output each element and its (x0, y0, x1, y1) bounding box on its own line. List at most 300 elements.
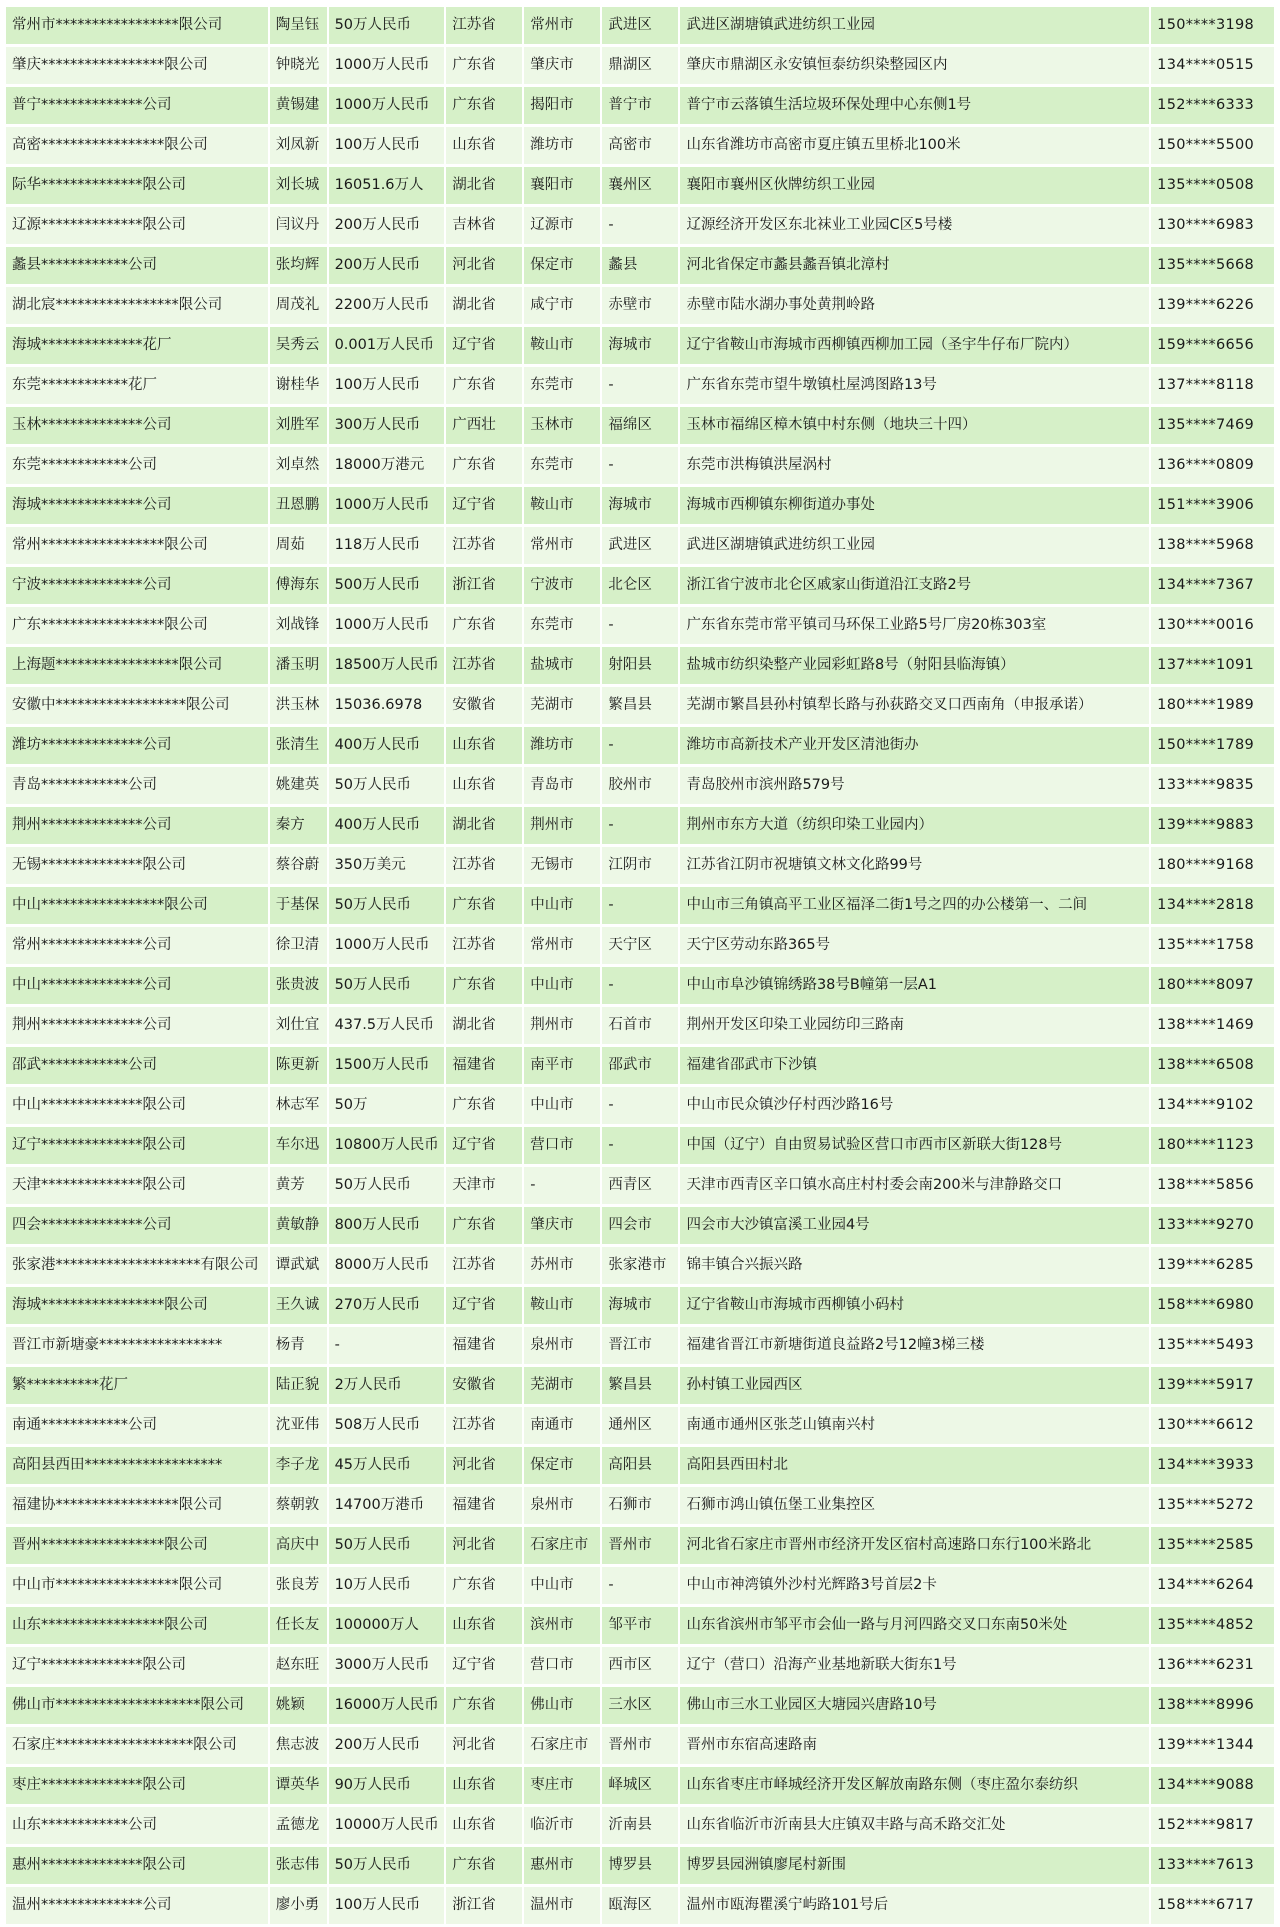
registered-capital-cell: 270万人民币 (329, 1287, 445, 1324)
district-cell: 瓯海区 (602, 1887, 678, 1924)
province-cell: 河北省 (446, 247, 522, 284)
province-cell: 吉林省 (446, 207, 522, 244)
table-row[interactable] (6, 1607, 1274, 1644)
address-cell: 襄阳市襄州区伙牌纺织工业园 (680, 167, 1149, 204)
district-cell: 晋州市 (602, 1727, 678, 1764)
registered-capital-cell: 100万人民币 (329, 127, 445, 164)
district-cell: 江阴市 (602, 847, 678, 884)
city-cell: 芜湖市 (524, 1367, 600, 1404)
legal-rep-cell: 姚建英 (270, 767, 327, 804)
registered-capital-cell: 500万人民币 (329, 567, 445, 604)
company-name-cell: 邵武************公司 (6, 1047, 268, 1084)
address-cell: 玉林市福绵区樟木镇中村东侧（地块三十四） (680, 407, 1149, 444)
district-cell: - (602, 447, 678, 484)
city-cell: 襄阳市 (524, 167, 600, 204)
phone-cell: 135****5493 (1151, 1327, 1274, 1364)
province-cell: 浙江省 (446, 567, 522, 604)
province-cell: 广东省 (446, 47, 522, 84)
city-cell: 芜湖市 (524, 687, 600, 724)
legal-rep-cell: 钟晓光 (270, 47, 327, 84)
table-row[interactable] (6, 1887, 1274, 1924)
province-cell: 河北省 (446, 1447, 522, 1484)
phone-cell: 139****5917 (1151, 1367, 1274, 1404)
legal-rep-cell: 陆正貌 (270, 1367, 327, 1404)
legal-rep-cell: 闫议丹 (270, 207, 327, 244)
address-cell: 辽宁省鞍山市海城市西柳镇西柳加工园（圣宇牛仔布厂院内） (680, 327, 1149, 364)
legal-rep-cell: 吴秀云 (270, 327, 327, 364)
district-cell: - (602, 1127, 678, 1164)
company-name-cell: 山东*****************限公司 (6, 1607, 268, 1644)
table-row[interactable] (6, 127, 1274, 164)
company-name-cell: 张家港********************有限公司 (6, 1247, 268, 1284)
province-cell: 江苏省 (446, 527, 522, 564)
district-cell: 赤壁市 (602, 287, 678, 324)
company-name-cell: 常州市*****************限公司 (6, 7, 268, 44)
city-cell: 临沂市 (524, 1807, 600, 1844)
phone-cell: 180****8097 (1151, 967, 1274, 1004)
phone-cell: 133****9270 (1151, 1207, 1274, 1244)
registered-capital-cell: 1500万人民币 (329, 1047, 445, 1084)
table-row[interactable] (6, 167, 1274, 204)
company-name-cell: 中山**************公司 (6, 967, 268, 1004)
legal-rep-cell: 丑恩鹏 (270, 487, 327, 524)
address-cell: 博罗县园洲镇廖尾村新围 (680, 1847, 1149, 1884)
table-row[interactable] (6, 87, 1274, 124)
registered-capital-cell: 18000万港元 (329, 447, 445, 484)
city-cell: 东莞市 (524, 607, 600, 644)
province-cell: 安徽省 (446, 1367, 522, 1404)
address-cell: 孙村镇工业园西区 (680, 1367, 1149, 1404)
district-cell: 福绵区 (602, 407, 678, 444)
table-row[interactable] (6, 1847, 1274, 1884)
phone-cell: 134****9088 (1151, 1767, 1274, 1804)
company-table-container (4, 4, 1276, 1927)
district-cell: 西市区 (602, 1647, 678, 1684)
registered-capital-cell: 50万 (329, 1087, 445, 1124)
registered-capital-cell: 400万人民币 (329, 727, 445, 764)
province-cell: 河北省 (446, 1727, 522, 1764)
phone-cell: 133****9835 (1151, 767, 1274, 804)
table-row[interactable] (6, 1527, 1274, 1564)
registered-capital-cell: 8000万人民币 (329, 1247, 445, 1284)
phone-cell: 133****7613 (1151, 1847, 1274, 1884)
district-cell: 邵武市 (602, 1047, 678, 1084)
table-row[interactable] (6, 1207, 1274, 1244)
address-cell: 山东省滨州市邹平市会仙一路与月河四路交叉口东南50米处 (680, 1607, 1149, 1644)
district-cell: 高密市 (602, 127, 678, 164)
district-cell: - (602, 1087, 678, 1124)
district-cell: 西青区 (602, 1167, 678, 1204)
registered-capital-cell: 118万人民币 (329, 527, 445, 564)
table-row[interactable] (6, 367, 1274, 404)
address-cell: 江苏省江阴市祝塘镇文林文化路99号 (680, 847, 1149, 884)
district-cell: - (602, 727, 678, 764)
registered-capital-cell: 90万人民币 (329, 1767, 445, 1804)
phone-cell: 136****0809 (1151, 447, 1274, 484)
address-cell: 辽源经济开发区东北袜业工业园C区5号楼 (680, 207, 1149, 244)
registered-capital-cell: 14700万港币 (329, 1487, 445, 1524)
registered-capital-cell: 10800万人民币 (329, 1127, 445, 1164)
district-cell: 三水区 (602, 1687, 678, 1724)
company-name-cell: 温州**************公司 (6, 1887, 268, 1924)
address-cell: 温州市瓯海瞿溪宁屿路101号后 (680, 1887, 1149, 1924)
phone-cell: 135****2585 (1151, 1527, 1274, 1564)
city-cell: 营口市 (524, 1647, 600, 1684)
address-cell: 福建省邵武市下沙镇 (680, 1047, 1149, 1084)
table-row[interactable] (6, 1687, 1274, 1724)
company-name-cell: 肇庆*****************限公司 (6, 47, 268, 84)
province-cell: 广东省 (446, 967, 522, 1004)
registered-capital-cell: 16000万人民币 (329, 1687, 445, 1724)
address-cell: 荆州市东方大道（纺织印染工业园内） (680, 807, 1149, 844)
city-cell: 盐城市 (524, 647, 600, 684)
table-row[interactable] (6, 207, 1274, 244)
table-row[interactable] (6, 527, 1274, 564)
table-row[interactable] (6, 1047, 1274, 1084)
legal-rep-cell: 刘卓然 (270, 447, 327, 484)
table-row[interactable] (6, 1287, 1274, 1324)
province-cell: 山东省 (446, 1767, 522, 1804)
registered-capital-cell: 800万人民币 (329, 1207, 445, 1244)
table-row[interactable] (6, 327, 1274, 364)
table-row[interactable] (6, 1087, 1274, 1124)
phone-cell: 158****6980 (1151, 1287, 1274, 1324)
address-cell: 普宁市云落镇生活垃圾环保处理中心东侧1号 (680, 87, 1149, 124)
phone-cell: 139****6285 (1151, 1247, 1274, 1284)
table-row[interactable] (6, 1367, 1274, 1404)
table-row[interactable] (6, 47, 1274, 84)
address-cell: 天宁区劳动东路365号 (680, 927, 1149, 964)
registered-capital-cell: 50万人民币 (329, 1847, 445, 1884)
registered-capital-cell: 300万人民币 (329, 407, 445, 444)
district-cell: 海城市 (602, 1287, 678, 1324)
province-cell: 广西壮 (446, 407, 522, 444)
district-cell: 北仑区 (602, 567, 678, 604)
address-cell: 天津市西青区辛口镇水高庄村村委会南200米与津静路交口 (680, 1167, 1149, 1204)
district-cell: 博罗县 (602, 1847, 678, 1884)
city-cell: 潍坊市 (524, 727, 600, 764)
table-row[interactable] (6, 1487, 1274, 1524)
district-cell: 晋州市 (602, 1527, 678, 1564)
address-cell: 河北省石家庄市晋州市经济开发区宿村高速路口东行100米路北 (680, 1527, 1149, 1564)
address-cell: 南通市通州区张芝山镇南兴村 (680, 1407, 1149, 1444)
phone-cell: 135****7469 (1151, 407, 1274, 444)
legal-rep-cell: 黄锡建 (270, 87, 327, 124)
table-row[interactable] (6, 407, 1274, 444)
province-cell: 辽宁省 (446, 1647, 522, 1684)
province-cell: 山东省 (446, 767, 522, 804)
city-cell: 保定市 (524, 1447, 600, 1484)
registered-capital-cell: 1000万人民币 (329, 87, 445, 124)
company-name-cell: 海城**************公司 (6, 487, 268, 524)
district-cell: 襄州区 (602, 167, 678, 204)
company-name-cell: 山东************公司 (6, 1807, 268, 1844)
table-row[interactable] (6, 807, 1274, 844)
phone-cell: 130****0016 (1151, 607, 1274, 644)
company-name-cell: 荆州**************公司 (6, 807, 268, 844)
company-name-cell: 潍坊**************公司 (6, 727, 268, 764)
district-cell: 张家港市 (602, 1247, 678, 1284)
province-cell: 湖北省 (446, 1007, 522, 1044)
province-cell: 广东省 (446, 1687, 522, 1724)
phone-cell: 159****6656 (1151, 327, 1274, 364)
legal-rep-cell: 沈亚伟 (270, 1407, 327, 1444)
company-table (4, 4, 1276, 1927)
address-cell: 广东省东莞市常平镇司马环保工业路5号厂房20栋303室 (680, 607, 1149, 644)
city-cell: 辽源市 (524, 207, 600, 244)
district-cell: 石首市 (602, 1007, 678, 1044)
table-row[interactable] (6, 727, 1274, 764)
province-cell: 江苏省 (446, 1247, 522, 1284)
company-name-cell: 中山**************限公司 (6, 1087, 268, 1124)
city-cell: 玉林市 (524, 407, 600, 444)
city-cell: 无锡市 (524, 847, 600, 884)
registered-capital-cell: 437.5万人民币 (329, 1007, 445, 1044)
district-cell: 峄城区 (602, 1767, 678, 1804)
registered-capital-cell: 1000万人民币 (329, 487, 445, 524)
registered-capital-cell: - (329, 1327, 445, 1364)
company-name-cell: 枣庄**************限公司 (6, 1767, 268, 1804)
company-name-cell: 常州**************公司 (6, 927, 268, 964)
address-cell: 广东省东莞市望牛墩镇杜屋鸿图路13号 (680, 367, 1149, 404)
address-cell: 盐城市纺织染整产业园彩虹路8号（射阳县临海镇） (680, 647, 1149, 684)
registered-capital-cell: 200万人民币 (329, 247, 445, 284)
city-cell: 苏州市 (524, 1247, 600, 1284)
legal-rep-cell: 周茹 (270, 527, 327, 564)
table-row[interactable] (6, 1727, 1274, 1764)
table-row[interactable] (6, 607, 1274, 644)
registered-capital-cell: 50万人民币 (329, 887, 445, 924)
district-cell: 高阳县 (602, 1447, 678, 1484)
legal-rep-cell: 刘战锋 (270, 607, 327, 644)
city-cell: 南通市 (524, 1407, 600, 1444)
address-cell: 山东省临沂市沂南县大庄镇双丰路与高禾路交汇处 (680, 1807, 1149, 1844)
company-name-cell: 石家庄*******************限公司 (6, 1727, 268, 1764)
address-cell: 锦丰镇合兴振兴路 (680, 1247, 1149, 1284)
province-cell: 广东省 (446, 1207, 522, 1244)
legal-rep-cell: 谭英华 (270, 1767, 327, 1804)
city-cell: 温州市 (524, 1887, 600, 1924)
district-cell: 天宁区 (602, 927, 678, 964)
registered-capital-cell: 200万人民币 (329, 207, 445, 244)
company-name-cell: 中山*****************限公司 (6, 887, 268, 924)
address-cell: 辽宁省鞍山市海城市西柳镇小码村 (680, 1287, 1149, 1324)
registered-capital-cell: 1000万人民币 (329, 927, 445, 964)
district-cell: 繁昌县 (602, 1367, 678, 1404)
legal-rep-cell: 任长友 (270, 1607, 327, 1644)
district-cell: - (602, 367, 678, 404)
table-row[interactable] (6, 247, 1274, 284)
legal-rep-cell: 徐卫清 (270, 927, 327, 964)
table-row[interactable] (6, 287, 1274, 324)
address-cell: 赤壁市陆水湖办事处黄荆岭路 (680, 287, 1149, 324)
company-name-cell: 安徽中******************限公司 (6, 687, 268, 724)
district-cell: 武进区 (602, 527, 678, 564)
address-cell: 中山市阜沙镇锦绣路38号B幢第一层A1 (680, 967, 1149, 1004)
company-name-cell: 高阳县西田******************* (6, 1447, 268, 1484)
table-row[interactable] (6, 1447, 1274, 1484)
legal-rep-cell: 傅海东 (270, 567, 327, 604)
address-cell: 四会市大沙镇富溪工业园4号 (680, 1207, 1149, 1244)
address-cell: 石狮市鸿山镇伍堡工业集控区 (680, 1487, 1149, 1524)
district-cell: 四会市 (602, 1207, 678, 1244)
phone-cell: 137****1091 (1151, 647, 1274, 684)
province-cell: 福建省 (446, 1327, 522, 1364)
address-cell: 中山市神湾镇外沙村光辉路3号首层2卡 (680, 1567, 1149, 1604)
company-name-cell: 辽源**************限公司 (6, 207, 268, 244)
company-name-cell: 东莞************公司 (6, 447, 268, 484)
registered-capital-cell: 100000万人 (329, 1607, 445, 1644)
table-row[interactable] (6, 767, 1274, 804)
company-name-cell: 东莞************花厂 (6, 367, 268, 404)
district-cell: 鼎湖区 (602, 47, 678, 84)
registered-capital-cell: 508万人民币 (329, 1407, 445, 1444)
city-cell: 鞍山市 (524, 1287, 600, 1324)
address-cell: 海城市西柳镇东柳街道办事处 (680, 487, 1149, 524)
company-name-cell: 海城*****************限公司 (6, 1287, 268, 1324)
phone-cell: 134****9102 (1151, 1087, 1274, 1124)
legal-rep-cell: 黄芳 (270, 1167, 327, 1204)
table-row[interactable] (6, 1767, 1274, 1804)
phone-cell: 139****1344 (1151, 1727, 1274, 1764)
registered-capital-cell: 45万人民币 (329, 1447, 445, 1484)
table-row[interactable] (6, 847, 1274, 884)
city-cell: 石家庄市 (524, 1727, 600, 1764)
province-cell: 河北省 (446, 1527, 522, 1564)
company-name-cell: 天津**************限公司 (6, 1167, 268, 1204)
phone-cell: 150****3198 (1151, 7, 1274, 44)
phone-cell: 130****6612 (1151, 1407, 1274, 1444)
registered-capital-cell: 15036.6978 (329, 687, 445, 724)
legal-rep-cell: 高庆中 (270, 1527, 327, 1564)
phone-cell: 180****1123 (1151, 1127, 1274, 1164)
address-cell: 武进区湖塘镇武进纺织工业园 (680, 527, 1149, 564)
city-cell: 中山市 (524, 1087, 600, 1124)
legal-rep-cell: 洪玉林 (270, 687, 327, 724)
table-row[interactable] (6, 1167, 1274, 1204)
company-name-cell: 晋江市新塘豪***************** (6, 1327, 268, 1364)
registered-capital-cell: 0.001万人民币 (329, 327, 445, 364)
company-name-cell: 高密*****************限公司 (6, 127, 268, 164)
company-name-cell: 辽宁**************限公司 (6, 1127, 268, 1164)
phone-cell: 138****1469 (1151, 1007, 1274, 1044)
company-name-cell: 中山市*****************限公司 (6, 1567, 268, 1604)
city-cell: 中山市 (524, 967, 600, 1004)
district-cell: - (602, 1567, 678, 1604)
company-name-cell: 南通************公司 (6, 1407, 268, 1444)
table-row[interactable] (6, 887, 1274, 924)
registered-capital-cell: 10万人民币 (329, 1567, 445, 1604)
table-row[interactable] (6, 1007, 1274, 1044)
province-cell: 辽宁省 (446, 327, 522, 364)
registered-capital-cell: 400万人民币 (329, 807, 445, 844)
table-row[interactable] (6, 1247, 1274, 1284)
province-cell: 天津市 (446, 1167, 522, 1204)
table-row[interactable] (6, 7, 1274, 44)
district-cell: 普宁市 (602, 87, 678, 124)
phone-cell: 158****6717 (1151, 1887, 1274, 1924)
city-cell: 肇庆市 (524, 47, 600, 84)
company-name-cell: 际华**************限公司 (6, 167, 268, 204)
company-name-cell: 常州*****************限公司 (6, 527, 268, 564)
address-cell: 中国（辽宁）自由贸易试验区营口市西市区新联大街128号 (680, 1127, 1149, 1164)
city-cell: 中山市 (524, 1567, 600, 1604)
table-row[interactable] (6, 1647, 1274, 1684)
company-name-cell: 晋州*****************限公司 (6, 1527, 268, 1564)
address-cell: 中山市民众镇沙仔村西沙路16号 (680, 1087, 1149, 1124)
province-cell: 湖北省 (446, 807, 522, 844)
registered-capital-cell: 50万人民币 (329, 1527, 445, 1564)
legal-rep-cell: 刘凤新 (270, 127, 327, 164)
table-row[interactable] (6, 927, 1274, 964)
city-cell: 佛山市 (524, 1687, 600, 1724)
province-cell: 辽宁省 (446, 1127, 522, 1164)
district-cell: - (602, 207, 678, 244)
company-name-cell: 无锡**************限公司 (6, 847, 268, 884)
province-cell: 山东省 (446, 1807, 522, 1844)
company-name-cell: 辽宁**************限公司 (6, 1647, 268, 1684)
company-name-cell: 蠡县************公司 (6, 247, 268, 284)
phone-cell: 134****2818 (1151, 887, 1274, 924)
city-cell: 常州市 (524, 927, 600, 964)
table-row[interactable] (6, 567, 1274, 604)
table-row[interactable] (6, 1327, 1274, 1364)
phone-cell: 130****6983 (1151, 207, 1274, 244)
city-cell: 咸宁市 (524, 287, 600, 324)
table-row[interactable] (6, 447, 1274, 484)
city-cell: 荆州市 (524, 807, 600, 844)
table-row[interactable] (6, 687, 1274, 724)
table-row[interactable] (6, 967, 1274, 1004)
province-cell: 湖北省 (446, 287, 522, 324)
address-cell: 河北省保定市蠡县蠡吾镇北漳村 (680, 247, 1149, 284)
table-row[interactable] (6, 1407, 1274, 1444)
phone-cell: 180****9168 (1151, 847, 1274, 884)
district-cell: 射阳县 (602, 647, 678, 684)
registered-capital-cell: 2200万人民币 (329, 287, 445, 324)
table-row[interactable] (6, 1807, 1274, 1844)
legal-rep-cell: 谢桂华 (270, 367, 327, 404)
address-cell: 辽宁（营口）沿海产业基地新联大街东1号 (680, 1647, 1149, 1684)
company-name-cell: 普宁**************公司 (6, 87, 268, 124)
city-cell: 潍坊市 (524, 127, 600, 164)
phone-cell: 134****3933 (1151, 1447, 1274, 1484)
registered-capital-cell: 50万人民币 (329, 767, 445, 804)
legal-rep-cell: 张贵波 (270, 967, 327, 1004)
registered-capital-cell: 18500万人民币 (329, 647, 445, 684)
district-cell: - (602, 967, 678, 1004)
registered-capital-cell: 100万人民币 (329, 1887, 445, 1924)
phone-cell: 150****5500 (1151, 127, 1274, 164)
city-cell: 泉州市 (524, 1487, 600, 1524)
phone-cell: 134****6264 (1151, 1567, 1274, 1604)
address-cell: 晋州市东宿高速路南 (680, 1727, 1149, 1764)
phone-cell: 135****1758 (1151, 927, 1274, 964)
table-row[interactable] (6, 487, 1274, 524)
address-cell: 福建省晋江市新塘街道良益路2号12幢3梯三楼 (680, 1327, 1149, 1364)
province-cell: 江苏省 (446, 927, 522, 964)
address-cell: 中山市三角镇高平工业区福泽二街1号之四的办公楼第一、二间 (680, 887, 1149, 924)
province-cell: 广东省 (446, 1087, 522, 1124)
table-row[interactable] (6, 1127, 1274, 1164)
table-row[interactable] (6, 647, 1274, 684)
district-cell: 晋江市 (602, 1327, 678, 1364)
registered-capital-cell: 50万人民币 (329, 1167, 445, 1204)
province-cell: 山东省 (446, 727, 522, 764)
company-name-cell: 宁波**************公司 (6, 567, 268, 604)
phone-cell: 136****6231 (1151, 1647, 1274, 1684)
table-row[interactable] (6, 1567, 1274, 1604)
